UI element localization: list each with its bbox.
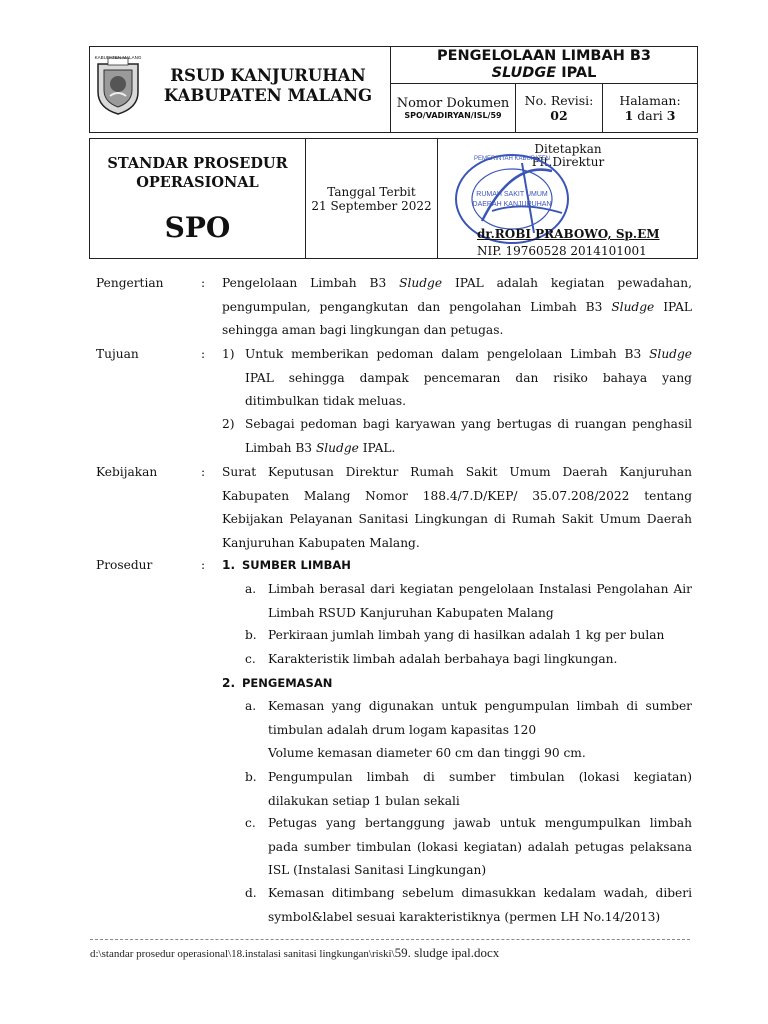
pengertian-part1: Pengelolaan Limbah B3 <box>222 276 400 290</box>
pengertian-sludge: Sludge <box>399 276 443 290</box>
spo-table <box>89 138 698 259</box>
revision-cell <box>516 84 603 133</box>
p1b-text: Perkiraan jumlah limbah yang di hasilkan adalah 1 kg per bulan <box>268 628 665 642</box>
p2d-text: Kemasan ditimbang sebelum dimasukkan kedalam wadah, diberi symbol&label sesuai karakteristiknya (permen LH No.14/2013) <box>268 886 692 924</box>
page-cell <box>603 84 698 133</box>
footer-divider <box>90 939 690 940</box>
p1c-letter: c. <box>245 652 256 666</box>
colon: : <box>201 276 206 290</box>
tujuan-1-part1: Untuk memberikan pedoman dalam pengelolaan Limbah B3 <box>245 347 650 361</box>
tujuan-1-sludge: Sludge <box>649 347 692 361</box>
revision-label: No. Revisi: <box>524 93 594 108</box>
tujuan-2-text <box>245 413 692 460</box>
director-title: Plt.Direktur <box>531 155 605 169</box>
doc-number-label: Nomor Dokumen <box>396 96 510 111</box>
p2c-letter: c. <box>245 816 256 830</box>
header-table <box>89 46 698 133</box>
issue-date-cell <box>306 139 438 259</box>
colon: : <box>201 558 206 572</box>
kebijakan-text: Surat Keputusan Direktur Rumah Sakit Umum Daerah Kanjuruhan Kabupaten Malang Nomor 188.4/7.D/KEP/ 35.07.208/2022 tentang Kebijakan Pelayanan Sanitasi Lingkungan di Rumah Sakit Umum Daerah Kanjuruhan Kabupaten Malang. <box>222 465 692 550</box>
p1b-letter: b. <box>245 628 257 642</box>
pengertian-sludge: Sludge <box>611 299 655 314</box>
footer-path: d:\standar prosedur operasional\18.instalasi sanitasi lingkungan\riski\ <box>90 948 395 960</box>
prosedur-1-title: SUMBER LIMBAH <box>242 558 351 572</box>
page-label: Halaman: <box>619 93 681 108</box>
tujuan-1-number: 1) <box>222 347 235 361</box>
hospital-name: RSUD KANJURUHAN <box>170 66 366 85</box>
prosedur-2-number: 2. <box>222 676 236 690</box>
document-title-cell <box>391 47 698 84</box>
p2d-letter: d. <box>245 886 257 900</box>
title-sludge: SLUDGE <box>491 65 557 81</box>
tujuan-2-number: 2) <box>222 417 235 431</box>
tujuan-2-sludge: Sludge <box>315 440 359 455</box>
prosedur-1-number: 1. <box>222 558 236 572</box>
hospital-regency: KABUPATEN MALANG <box>163 86 373 105</box>
p1c-text: Karakteristik limbah adalah berbahaya bagi lingkungan. <box>268 652 618 666</box>
tujuan-2-part2: IPAL. <box>358 440 396 455</box>
stamp-text-2: DAERAH KANJURUHAN <box>472 201 552 208</box>
issue-date: 21 September 2022 <box>311 198 432 213</box>
pengertian-label: Pengertian <box>96 276 164 290</box>
p2a-text: Kemasan yang digunakan untuk pengumpulan limbah di sumber timbulan adalah drum logam kapasitas 120 <box>268 699 692 737</box>
approval-label: Ditetapkan <box>534 142 602 156</box>
tujuan-1-part2: IPAL sehingga dampak pencemaran dan risiko bahaya yang ditimbulkan tidak meluas. <box>245 370 692 408</box>
p1a-text: Limbah berasal dari kegiatan pengelolaan Instalasi Pengolahan Air Limbah RSUD Kanjuruhan Kabupaten Malang <box>268 582 692 620</box>
page-total: 3 <box>666 108 676 123</box>
hospital-cell <box>90 47 391 133</box>
stamp-ring-text: PEMERINTAH KABUPATEN <box>473 156 550 162</box>
revision-value: 02 <box>550 108 568 123</box>
p2b-letter: b. <box>245 770 257 784</box>
signer-name: dr.ROBI PRABOWO, Sp.EM <box>477 227 660 241</box>
tujuan-1-text <box>245 343 692 414</box>
colon: : <box>201 465 206 479</box>
doc-number-value: SPO/VADIRYAN/ISL/59 <box>404 111 502 120</box>
prosedur-label: Prosedur <box>96 558 153 572</box>
signer-nip: NIP. 19760528 2014101001 <box>477 244 647 258</box>
footer-file: 59. sludge ipal.docx <box>394 945 500 960</box>
stamp-text-1: RUMAH SAKIT UMUM <box>476 191 548 198</box>
kebijakan-label: Kebijakan <box>96 465 158 479</box>
doc-number-cell <box>391 84 516 133</box>
logo-caption: KABUPATEN MALANG <box>94 55 142 60</box>
prosedur-2-title: PENGEMASAN <box>242 676 333 690</box>
standard-label: STANDAR PROSEDUR <box>107 155 288 172</box>
page-of: dari <box>633 108 667 123</box>
tujuan-2-part1: Sebagai pedoman bagi karyawan yang bertugas di ruangan penghasil Limbah B3 <box>245 417 692 455</box>
pengertian-part2: IPAL adalah kegiatan pewadahan, pengumpulan, pengangkutan dan pengolahan Limbah B3 <box>222 276 693 314</box>
colon: : <box>201 347 206 361</box>
kabupaten-malang-logo <box>94 56 142 116</box>
p2a-extra-text: Volume kemasan diameter 60 cm dan tinggi 90 cm. <box>268 746 586 760</box>
pengertian-text <box>222 272 692 343</box>
p1a-letter: a. <box>245 582 257 596</box>
footer <box>90 945 499 961</box>
spo-label: SPO <box>164 211 231 244</box>
pengertian-part3: IPAL sehingga aman bagi lingkungan dan petugas. <box>222 299 692 337</box>
p2b-text: Pengumpulan limbah di sumber timbulan (lokasi kegiatan) dilakukan setiap 1 bulan sekali <box>268 770 692 808</box>
issue-date-label: Tanggal Terbit <box>327 184 416 199</box>
approval-cell <box>438 139 698 259</box>
title-ipal: IPAL <box>556 65 597 81</box>
document-title: PENGELOLAAN LIMBAH B3 <box>436 48 652 64</box>
page-current: 1 <box>624 108 634 123</box>
operational-label: OPERASIONAL <box>136 174 259 191</box>
tujuan-label: Tujuan <box>96 347 139 361</box>
p2a-letter: a. <box>245 699 257 713</box>
spo-type-cell <box>90 139 306 259</box>
p2c-text: Petugas yang bertanggung jawab untuk mengumpulkan limbah pada sumber timbulan (lokasi kegiatan) adalah petugas pelaksana ISL (Instalasi Sanitasi Lingkungan) <box>268 816 692 877</box>
